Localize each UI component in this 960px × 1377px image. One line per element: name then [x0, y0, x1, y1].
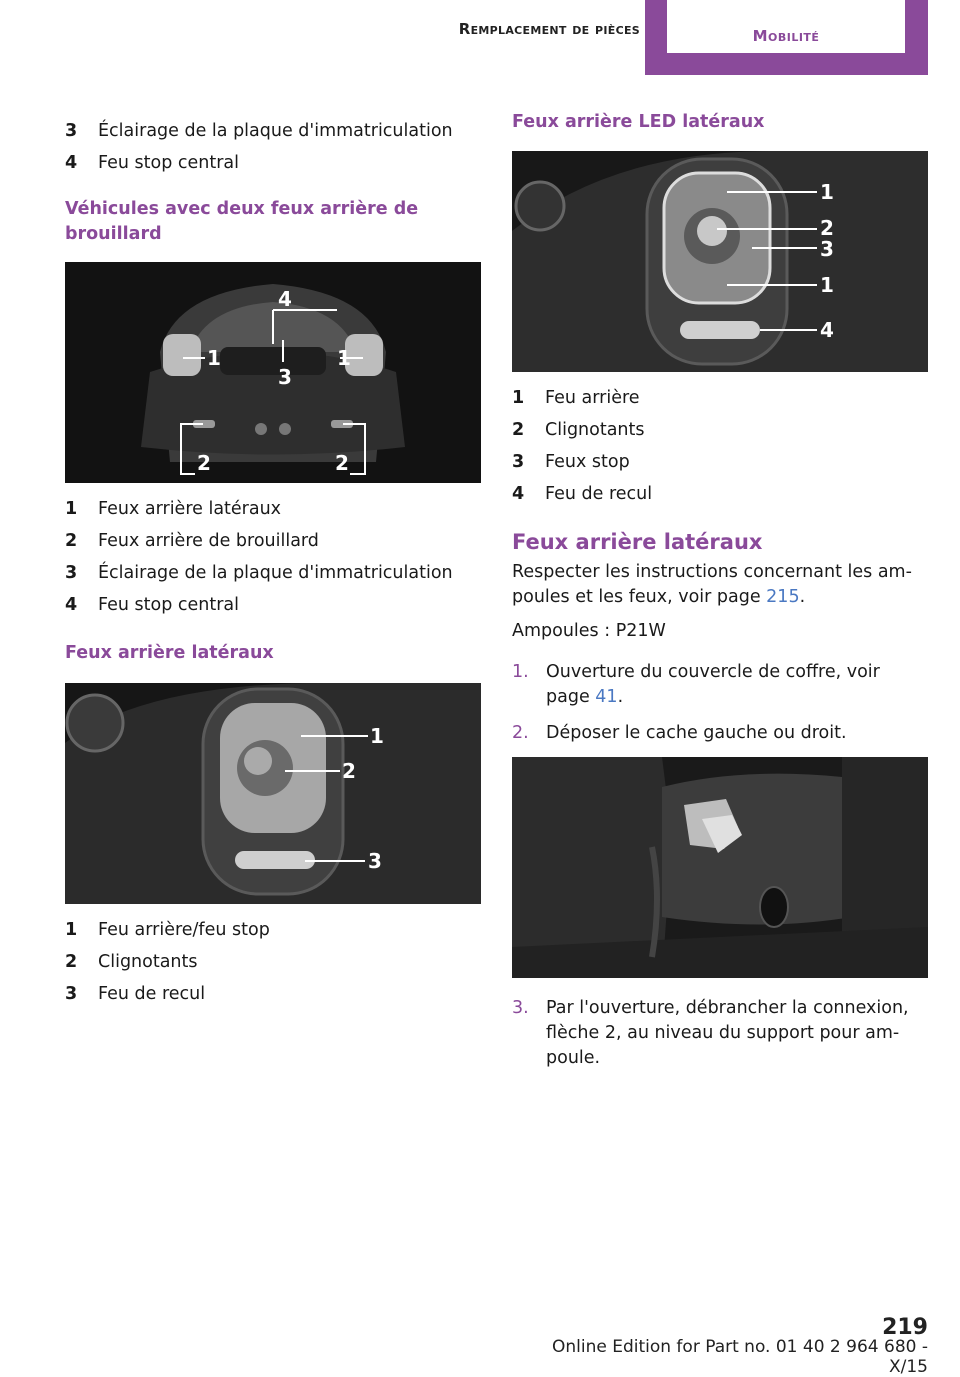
side-lights-heading: Feux arrière latéraux: [65, 643, 274, 663]
callout-4: 4: [820, 318, 834, 342]
callout-3: 3: [278, 365, 292, 389]
section-heading: Feux arrière latéraux: [512, 530, 763, 554]
list-item: 1 Feu arrière/feu stop: [65, 920, 270, 940]
step-3: 3. Par l'ouverture, débrancher la connexion, flèche 2, au niveau du support pour am‐poule.: [512, 998, 909, 1068]
callout-2: 2: [342, 759, 356, 783]
page-link-215[interactable]: 215: [766, 587, 800, 607]
edition-footer: Online Edition for Part no. 01 40 2 964 680 - X/15: [551, 1337, 928, 1377]
callout-2-left: 2: [197, 451, 211, 475]
led-lights-heading: Feux arrière LED latéraux: [512, 112, 765, 132]
page-link-41[interactable]: 41: [595, 687, 618, 707]
list-item: 1 Feux arrière latéraux: [65, 499, 282, 519]
right-column: [512, 110, 928, 1082]
callout-2-right: 2: [335, 451, 349, 475]
left-column: [65, 115, 481, 1010]
step-2: 2. Déposer le cache gauche ou droit.: [512, 723, 847, 743]
rear-view-photo: [65, 262, 481, 483]
list-item: 4 Feu stop central: [65, 595, 240, 615]
callout-1b: 1: [820, 273, 834, 297]
top-list: [65, 115, 481, 179]
led-lamp-photo: [512, 151, 928, 372]
list-item: 3 Éclairage de la plaque d'immatriculation: [65, 563, 453, 583]
fog-list: [65, 493, 481, 621]
callout-4: 4: [278, 287, 292, 311]
side-lamp-photo: [65, 683, 481, 904]
side-list: [65, 914, 481, 1010]
callout-3: 3: [368, 849, 382, 873]
list-item: 4 Feu stop central: [65, 153, 240, 173]
callout-1-left: 1: [207, 346, 221, 370]
instructions-paragraph: Respecter les instructions concernant les am‐poules et les feux, voir page 215.: [512, 562, 912, 607]
steps-list: [512, 660, 928, 746]
callout-1: 1: [370, 724, 384, 748]
list-item: 2 Feux arrière de brouillard: [65, 531, 319, 551]
page-number: 219: [882, 1315, 928, 1340]
callout-1-right: 1: [337, 346, 351, 370]
callout-2: 2: [820, 216, 834, 240]
list-item: 2 Clignotants: [512, 420, 645, 440]
led-list: [512, 382, 928, 510]
list-item: 1 Feu arrière: [512, 388, 640, 408]
fog-lights-heading: Véhicules avec deux feux arrière de brouillard: [65, 199, 419, 244]
list-item: 3 Feu de recul: [65, 984, 206, 1004]
step-1: 1. Ouverture du couvercle de coffre, voir page 41.: [512, 662, 880, 707]
list-item: 2 Clignotants: [65, 952, 198, 972]
list-item: 4 Feu de recul: [512, 484, 653, 504]
running-header-section: Remplacement de pièces: [458, 20, 640, 38]
list-item: 3 Feux stop: [512, 452, 630, 472]
trunk-photo: [512, 757, 928, 978]
steps-list-continued: [512, 996, 928, 1071]
list-item: 3 Éclairage de la plaque d'immatriculation: [65, 121, 453, 141]
callout-1: 1: [820, 180, 834, 204]
bulb-spec: Ampoules : P21W: [512, 621, 666, 641]
callout-3: 3: [820, 237, 834, 261]
chapter-tab: Mobilité: [667, 0, 905, 53]
